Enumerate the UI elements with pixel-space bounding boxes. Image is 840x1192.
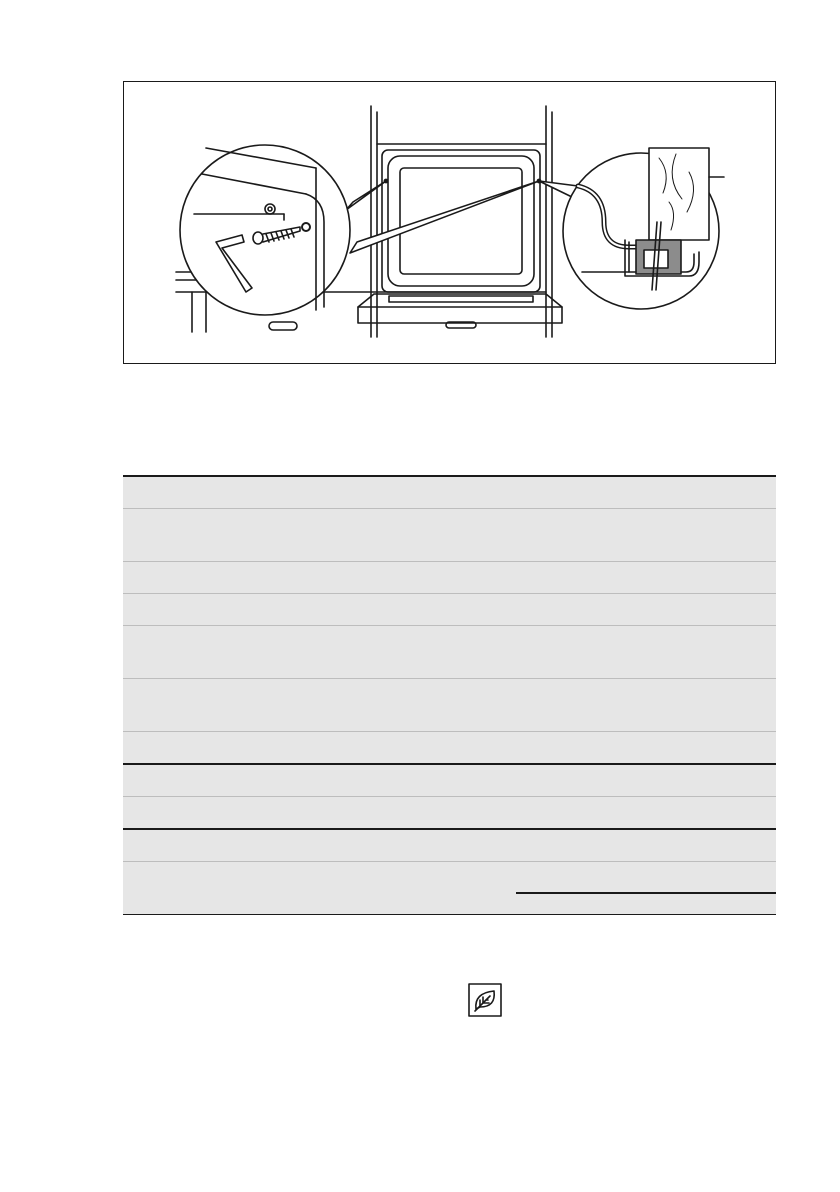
table-cell (123, 797, 776, 830)
table-row (123, 626, 776, 679)
leaf-icon (468, 983, 502, 1017)
table-cell (123, 594, 776, 626)
table-row (123, 679, 776, 732)
table-row (123, 797, 776, 830)
table-row (123, 476, 776, 509)
specification-table (123, 475, 776, 915)
table-divider (516, 892, 776, 894)
table-cell (123, 679, 776, 732)
installation-figure (123, 81, 776, 364)
table-cell (123, 509, 776, 562)
callout-pointers (346, 181, 578, 253)
table-cell (123, 562, 776, 594)
table-cell (123, 476, 776, 509)
table-cell (123, 829, 776, 862)
table-row (123, 594, 776, 626)
table-cell (123, 626, 776, 679)
built-in-oven-icon (358, 106, 562, 337)
table-row (123, 562, 776, 594)
screw-detail-icon (180, 145, 350, 315)
table-cell (123, 862, 776, 915)
table-row (123, 509, 776, 562)
table-cell (123, 732, 776, 765)
table-cell (123, 764, 776, 797)
anti-tilt-bracket-icon (563, 148, 724, 309)
table-row (123, 829, 776, 862)
table-row (123, 764, 776, 797)
table-row (123, 862, 776, 915)
table-row (123, 732, 776, 765)
oven-installation-illustration (124, 82, 777, 365)
